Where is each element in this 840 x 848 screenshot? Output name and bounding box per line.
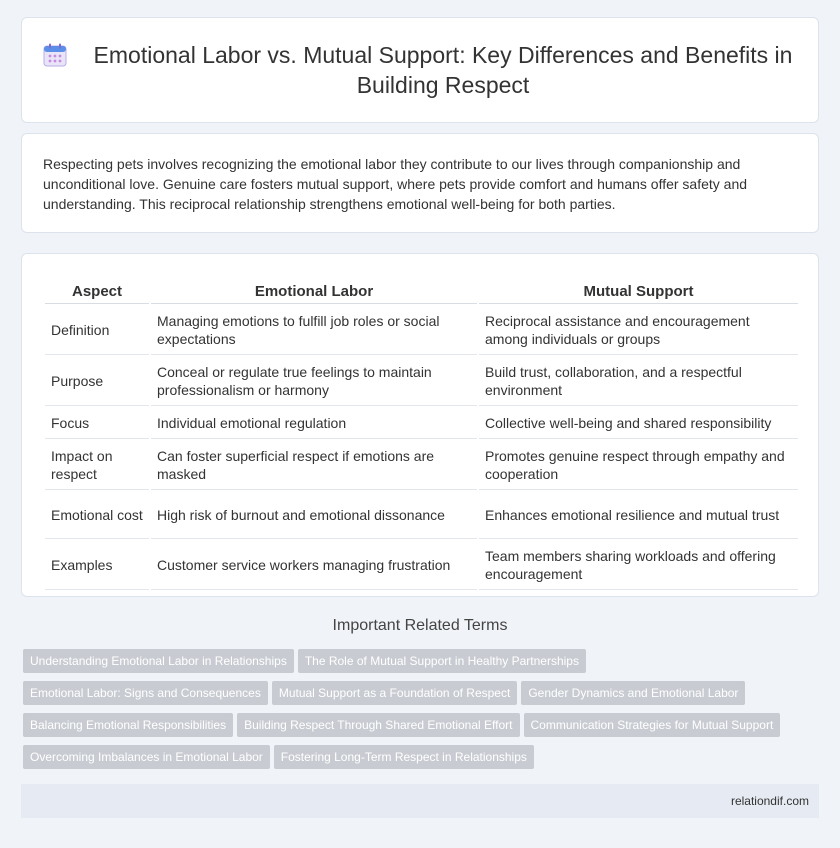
related-term-tag[interactable]: Building Respect Through Shared Emotional Effort: [237, 713, 519, 737]
cell-mutual-support: Team members sharing workloads and offering encouragement: [479, 541, 798, 590]
related-term-tag[interactable]: Fostering Long-Term Respect in Relationships: [274, 745, 534, 769]
table-header-row: [45, 276, 798, 304]
related-term-tag[interactable]: Understanding Emotional Labor in Relationships: [23, 649, 294, 673]
related-term-tag[interactable]: The Role of Mutual Support in Healthy Partnerships: [298, 649, 586, 673]
header-aspect: Aspect: [45, 276, 149, 304]
cell-emotional-labor: Can foster superficial respect if emotions are masked: [151, 441, 477, 490]
comparison-table-card: [21, 253, 819, 597]
title-card: [21, 17, 819, 123]
cell-aspect: Definition: [45, 306, 149, 355]
related-terms-list: [23, 649, 813, 777]
footer-site-link[interactable]: relationdif.com: [730, 794, 809, 808]
cell-aspect: Purpose: [45, 357, 149, 406]
cell-aspect: Impact on respect: [45, 441, 149, 490]
related-term-tag[interactable]: Emotional Labor: Signs and Consequences: [23, 681, 268, 705]
cell-mutual-support: Collective well-being and shared responsibility: [479, 408, 798, 439]
table-row: [45, 492, 798, 539]
related-term-tag[interactable]: Communication Strategies for Mutual Support: [524, 713, 781, 737]
table-row: [45, 357, 798, 406]
related-term-tag[interactable]: Balancing Emotional Responsibilities: [23, 713, 233, 737]
table-row: [45, 408, 798, 439]
cell-mutual-support: Enhances emotional resilience and mutual trust: [479, 492, 798, 539]
related-term-tag[interactable]: Overcoming Imbalances in Emotional Labor: [23, 745, 270, 769]
intro-card: [21, 133, 819, 233]
cell-emotional-labor: Managing emotions to fulfill job roles or social expectations: [151, 306, 477, 355]
cell-emotional-labor: High risk of burnout and emotional dissonance: [151, 492, 477, 539]
footer: [21, 784, 819, 818]
comparison-table: [43, 274, 800, 592]
calendar-icon: [42, 42, 68, 68]
cell-emotional-labor: Conceal or regulate true feelings to maintain professionalism or harmony: [151, 357, 477, 406]
cell-aspect: Emotional cost: [45, 492, 149, 539]
page-title: Emotional Labor vs. Mutual Support: Key Differences and Benefits in Building Respect: [93, 42, 793, 98]
table-row: [45, 306, 798, 355]
cell-emotional-labor: Individual emotional regulation: [151, 408, 477, 439]
cell-mutual-support: Promotes genuine respect through empathy and cooperation: [479, 441, 798, 490]
related-terms-title: Important Related Terms: [332, 617, 508, 634]
cell-aspect: Examples: [45, 541, 149, 590]
table-row: [45, 541, 798, 590]
related-term-tag[interactable]: Gender Dynamics and Emotional Labor: [521, 681, 745, 705]
header-emotional-labor: Emotional Labor: [151, 276, 477, 304]
cell-mutual-support: Build trust, collaboration, and a respectful environment: [479, 357, 798, 406]
header-mutual-support: Mutual Support: [479, 276, 798, 304]
related-term-tag[interactable]: Mutual Support as a Foundation of Respect: [272, 681, 517, 705]
table-row: [45, 441, 798, 490]
intro-text: Respecting pets involves recognizing the emotional labor they contribute to our lives through companionship and unconditional love. Genuine care fosters mutual support, where pets provide comfort and humans offer safety and understanding. This reciprocal relationship strengthens emotional well-being for both parties.: [43, 156, 748, 212]
cell-mutual-support: Reciprocal assistance and encouragement among individuals or groups: [479, 306, 798, 355]
cell-aspect: Focus: [45, 408, 149, 439]
cell-emotional-labor: Customer service workers managing frustration: [151, 541, 477, 590]
